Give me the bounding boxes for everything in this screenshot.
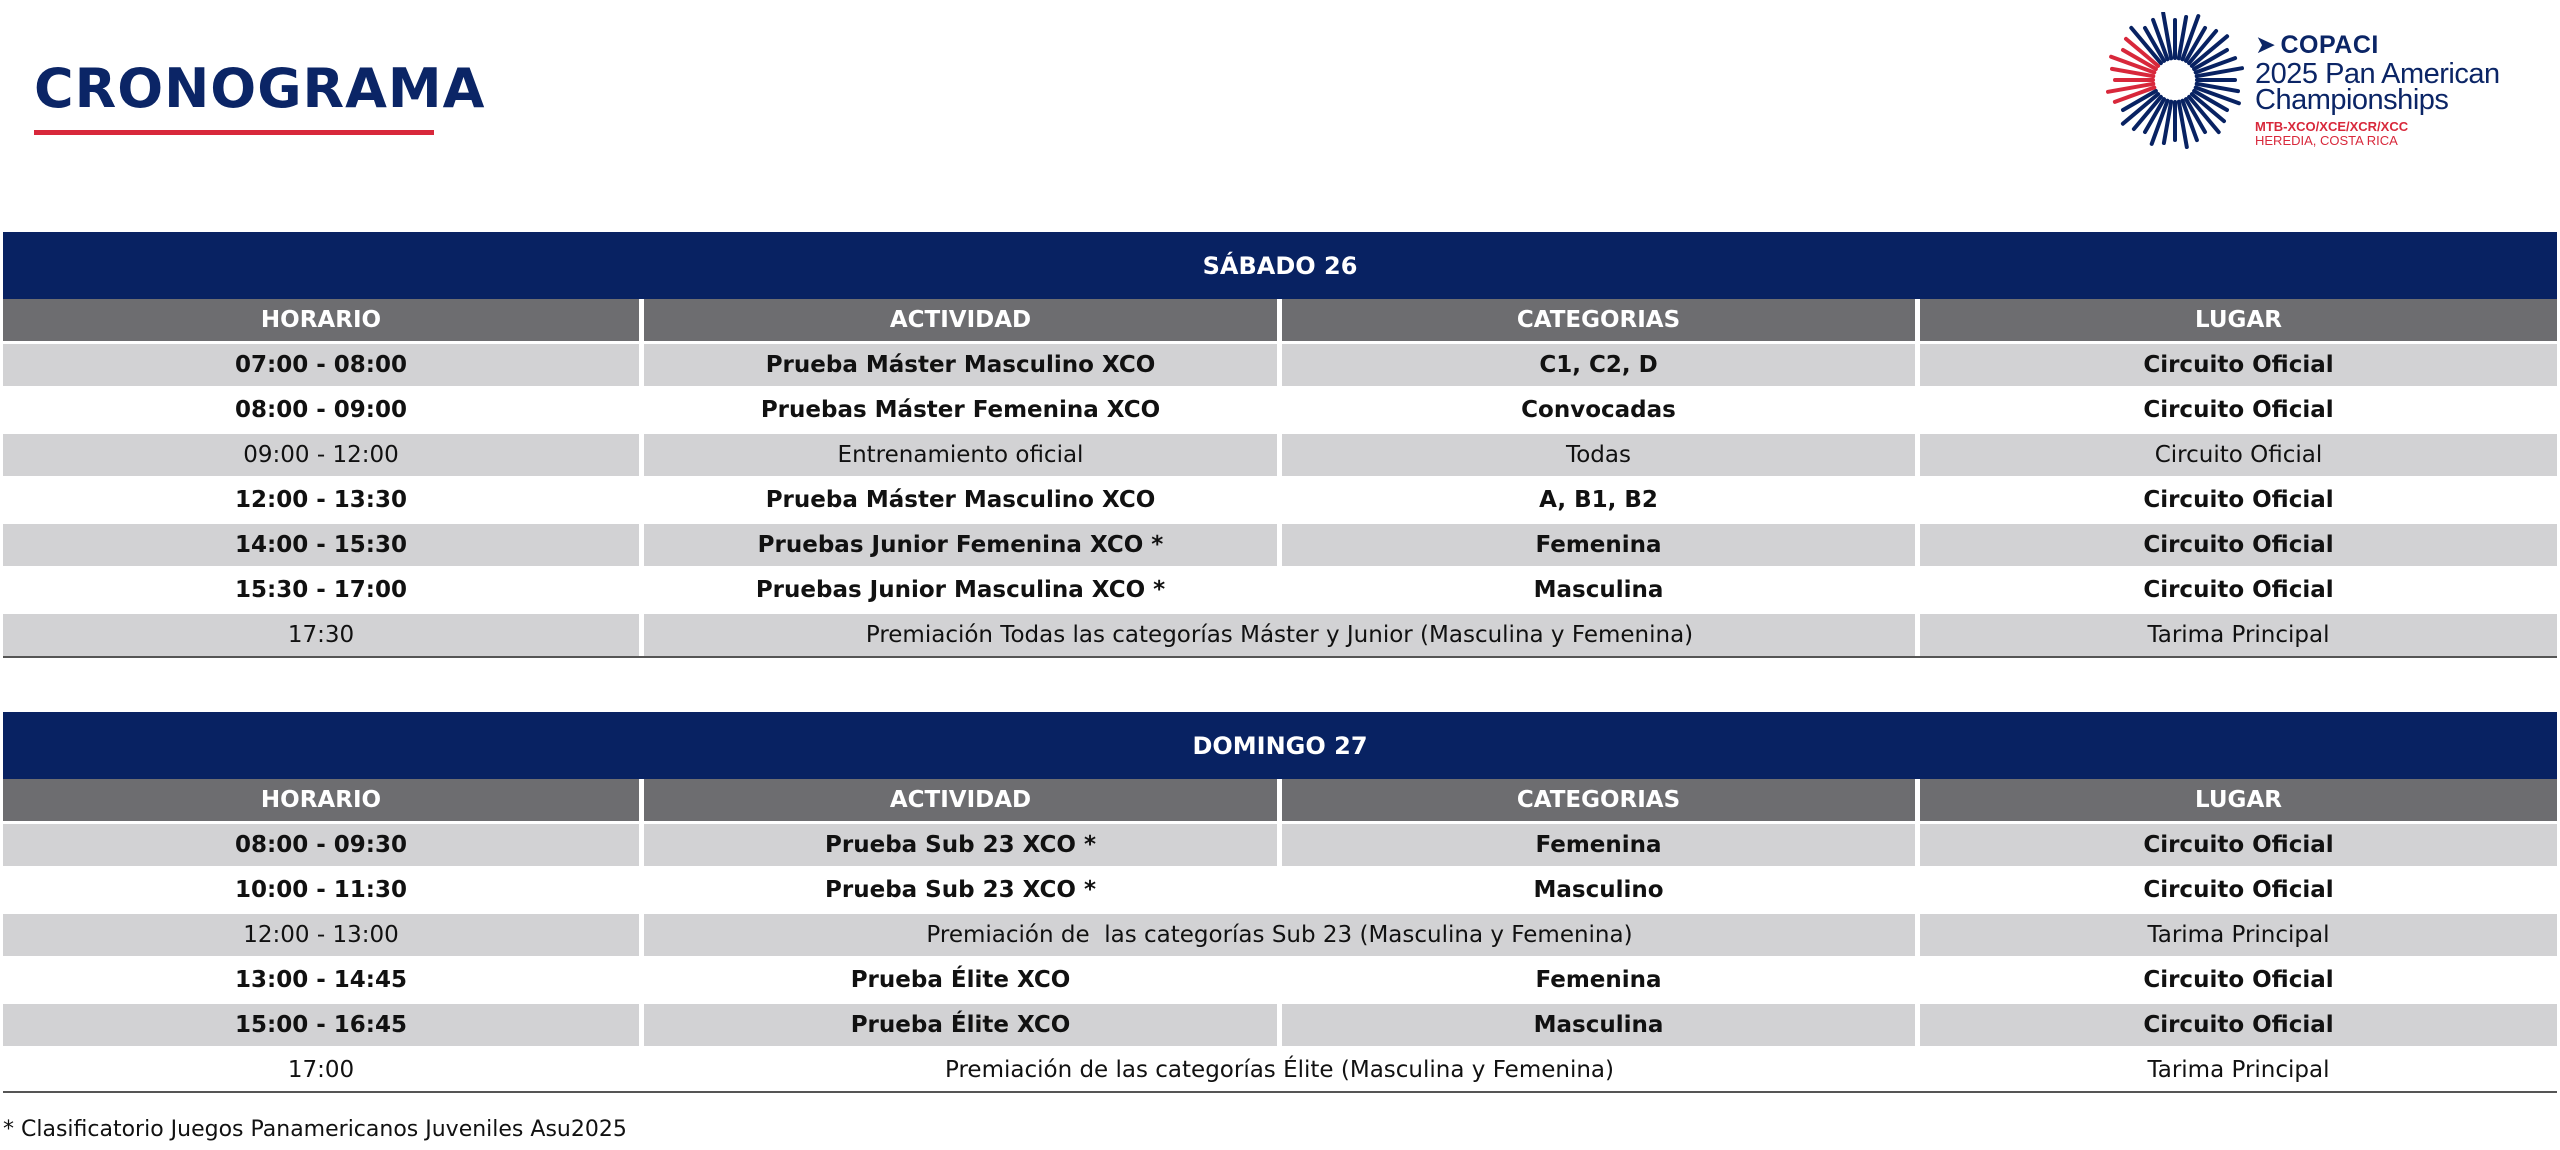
activity-cell: Prueba Élite XCO [644, 959, 1277, 1001]
time-cell: 08:00 - 09:00 [3, 389, 639, 431]
sunburst-logo-icon [2105, 12, 2245, 152]
time-cell: 17:00 [3, 1049, 639, 1091]
category-cell: Convocadas [1282, 389, 1915, 431]
time-cell: 15:30 - 17:00 [3, 569, 639, 611]
category-cell: Masculina [1282, 1004, 1915, 1046]
table-row [3, 344, 2557, 386]
col-header-lugar: LUGAR [1920, 779, 2557, 821]
place-cell: Circuito Oficial [1920, 959, 2557, 1001]
activity-cell: Prueba Máster Masculino XCO [644, 479, 1277, 521]
time-cell: 10:00 - 11:30 [3, 869, 639, 911]
place-cell: Circuito Oficial [1920, 524, 2557, 566]
schedule-table-domingo [3, 712, 2557, 1093]
category-cell: Femenina [1282, 824, 1915, 866]
table-row [3, 389, 2557, 431]
column-header-row [3, 779, 2557, 821]
table-row [3, 479, 2557, 521]
place-cell: Circuito Oficial [1920, 434, 2557, 476]
table-row [3, 524, 2557, 566]
activity-cell: Prueba Élite XCO [644, 1004, 1277, 1046]
copaci-logo [2105, 12, 2525, 152]
time-cell: 15:00 - 16:45 [3, 1004, 639, 1046]
time-cell: 07:00 - 08:00 [3, 344, 639, 386]
logo-location: HEREDIA, COSTA RICA [2255, 133, 2398, 148]
activity-cell: Premiación de las categorías Sub 23 (Masculina y Femenina) [644, 914, 1915, 956]
column-header-row [3, 299, 2557, 341]
category-cell: Masculino [1282, 869, 1915, 911]
time-cell: 17:30 [3, 614, 639, 656]
activity-cell: Premiación de las categorías Élite (Masculina y Femenina) [644, 1049, 1915, 1091]
activity-cell: Pruebas Junior Masculina XCO * [644, 569, 1277, 611]
category-cell: C1, C2, D [1282, 344, 1915, 386]
logo-brand-text: COPACI [2280, 31, 2379, 59]
col-header-categorias: CATEGORIAS [1282, 779, 1915, 821]
table-row [3, 1004, 2557, 1046]
day-header: DOMINGO 27 [3, 712, 2557, 779]
logo-event-line2: Championships [2255, 84, 2449, 116]
col-header-actividad: ACTIVIDAD [644, 779, 1277, 821]
category-cell: Todas [1282, 434, 1915, 476]
category-cell: Femenina [1282, 524, 1915, 566]
activity-cell: Prueba Sub 23 XCO * [644, 869, 1277, 911]
col-header-horario: HORARIO [3, 779, 639, 821]
time-cell: 12:00 - 13:30 [3, 479, 639, 521]
col-header-categorias: CATEGORIAS [1282, 299, 1915, 341]
activity-cell: Premiación Todas las categorías Máster y Junior (Masculina y Femenina) [644, 614, 1915, 656]
table-row [3, 1049, 2557, 1093]
logo-brand [2255, 30, 2379, 60]
activity-cell: Pruebas Junior Femenina XCO * [644, 524, 1277, 566]
place-cell: Circuito Oficial [1920, 824, 2557, 866]
activity-cell: Prueba Sub 23 XCO * [644, 824, 1277, 866]
place-cell: Circuito Oficial [1920, 869, 2557, 911]
table-row [3, 434, 2557, 476]
place-cell: Circuito Oficial [1920, 344, 2557, 386]
time-cell: 08:00 - 09:30 [3, 824, 639, 866]
col-header-horario: HORARIO [3, 299, 639, 341]
category-cell: A, B1, B2 [1282, 479, 1915, 521]
time-cell: 13:00 - 14:45 [3, 959, 639, 1001]
activity-cell: Prueba Máster Masculino XCO [644, 344, 1277, 386]
col-header-actividad: ACTIVIDAD [644, 299, 1277, 341]
logo-disciplines: MTB-XCO/XCE/XCR/XCC [2255, 119, 2409, 134]
logo-event-line1: 2025 Pan American [2255, 58, 2500, 90]
time-cell: 14:00 - 15:30 [3, 524, 639, 566]
place-cell: Circuito Oficial [1920, 389, 2557, 431]
activity-cell: Pruebas Máster Femenina XCO [644, 389, 1277, 431]
time-cell: 12:00 - 13:00 [3, 914, 639, 956]
table-row [3, 824, 2557, 866]
day-header: SÁBADO 26 [3, 232, 2557, 299]
table-row [3, 914, 2557, 956]
time-cell: 09:00 - 12:00 [3, 434, 639, 476]
place-cell: Circuito Oficial [1920, 479, 2557, 521]
place-cell: Tarima Principal [1920, 614, 2557, 656]
activity-cell: Entrenamiento oficial [644, 434, 1277, 476]
table-row [3, 959, 2557, 1001]
footnote: * Clasificatorio Juegos Panamericanos Juveniles Asu2025 [3, 1117, 627, 1142]
table-row [3, 614, 2557, 658]
place-cell: Circuito Oficial [1920, 569, 2557, 611]
page-title: CRONOGRAMA [34, 57, 486, 120]
place-cell: Tarima Principal [1920, 1049, 2557, 1091]
place-cell: Tarima Principal [1920, 914, 2557, 956]
title-underline [34, 130, 434, 135]
table-row [3, 869, 2557, 911]
place-cell: Circuito Oficial [1920, 1004, 2557, 1046]
bird-icon: ➤ [2255, 31, 2277, 59]
category-cell: Femenina [1282, 959, 1915, 1001]
schedule-table-sabado [3, 232, 2557, 658]
category-cell: Masculina [1282, 569, 1915, 611]
table-row [3, 569, 2557, 611]
col-header-lugar: LUGAR [1920, 299, 2557, 341]
